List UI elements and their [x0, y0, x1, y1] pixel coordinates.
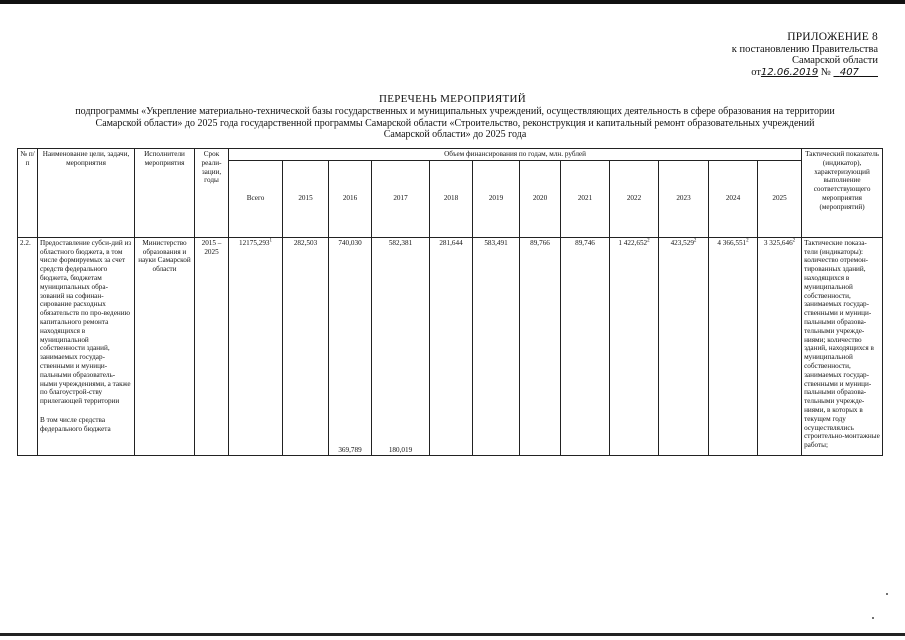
- header-year-total: Всего: [229, 160, 283, 237]
- header-year-2024: 2024: [709, 160, 758, 237]
- footnote-mark: 2: [792, 238, 796, 244]
- scan-border-bottom: [0, 633, 905, 636]
- document-title: ПЕРЕЧЕНЬ МЕРОПРИЯТИЙ: [378, 93, 527, 105]
- scan-speck: [872, 617, 874, 619]
- value-2016: [329, 237, 372, 456]
- header-year-2019: 2019: [473, 160, 520, 237]
- row-indicator: Тактические показа-тели (индикаторы): количество отремон-тированных зданий, находящихся в муниципальной собственности, занимаемых государ-ственными и муници-пальными образова-тельными учрежде-ниями; количество зданий, находящихся в муниципальной собственности, занимаемых государ-ственными и муници-пальными образова-тельными учрежде-ниями, в которых в текущем году осуществлялись строительно-монтажные работы;: [802, 237, 883, 456]
- header-year-2020: 2020: [520, 160, 561, 237]
- subtitle-line-3: Самарской области» до 2025 года: [383, 129, 527, 140]
- appendix-header: [732, 32, 878, 78]
- row-name-text: Предоставление субси-дий из областного бюджета, в том числе формируемых за счет средств федерального бюджета, бюджетам муниципальных обра-зований на софинан-сирование расходных обязательств по про-ведению капитального ремонта находящихся в муниципальной собственности зданий, занимаемых государ-ственными и муници-пальными образователь-ными учреждениями, а также по благоустрой-ству прилегающей территории: [40, 238, 132, 406]
- appendix-date-line: [732, 67, 878, 79]
- scan-speck: [886, 593, 888, 595]
- footnote-mark: 1: [269, 238, 273, 244]
- header-name: Наименование цели, задачи, мероприятия: [38, 149, 135, 238]
- header-year-2025: 2025: [758, 160, 802, 237]
- row-num: 2.2.: [18, 237, 38, 456]
- federal-label: В том числе средства федерального бюджета: [40, 415, 111, 433]
- value-2024: 4 366,551$^2$: [709, 237, 758, 456]
- value-2018: 281,644: [430, 237, 473, 456]
- value-2015: 282,503: [283, 237, 329, 456]
- document-number: 407: [839, 66, 859, 78]
- appendix-title: ПРИЛОЖЕНИЕ 8: [787, 31, 878, 43]
- header-year-2017: 2017: [372, 160, 430, 237]
- header-num: № п/п: [18, 149, 38, 238]
- header-year-2022: 2022: [610, 160, 659, 237]
- value-total: 12175,293$^1$: [229, 237, 283, 456]
- activities-table: [17, 148, 883, 456]
- handwritten-date: 12.06.2019: [760, 66, 819, 78]
- header-year-2016: 2016: [329, 160, 372, 237]
- row-executor: Министерство образования и науки Самарской области: [135, 237, 195, 456]
- value-2019: 583,491: [473, 237, 520, 456]
- handwritten-number: [833, 67, 878, 78]
- footnote-mark: 2: [746, 238, 749, 244]
- value-2025: 3 325,646$^2$: [758, 237, 802, 456]
- number-prefix: №: [820, 66, 831, 78]
- row-period: 2015 – 2025: [195, 237, 229, 456]
- header-year-2023: 2023: [659, 160, 709, 237]
- value-2016-total: 740,030: [338, 238, 362, 247]
- federal-2017: 180,019: [388, 445, 413, 454]
- row-name: [38, 237, 135, 456]
- header-funding: Объем финансирования по годам, млн. рублей: [229, 149, 802, 161]
- value-2022: 1 422,652$^2$: [610, 237, 659, 456]
- subtitle-line-1: подпрограммы «Укрепление материально-технической базы государственных и муниципальных учреждений, осуществляющих деятельность в сфере образования на территории: [75, 106, 835, 117]
- header-executor: Исполнители мероприятия: [135, 149, 195, 238]
- value-2017-total: 582,381: [388, 238, 413, 247]
- table-row: [18, 237, 883, 456]
- value-2021: 89,746: [561, 237, 610, 456]
- subtitle-line-2: Самарской области» до 2025 года государственной программы Самарской области «Строительство, реконструкция и капитальный ремонт образовательных учреждений: [95, 117, 815, 129]
- scan-border-top: [0, 0, 905, 4]
- header-year-2018: 2018: [430, 160, 473, 237]
- value-2017: [372, 237, 430, 456]
- value-2020: 89,766: [520, 237, 561, 456]
- footnote-mark: 2: [693, 238, 697, 244]
- footnote-mark: 2: [647, 238, 650, 244]
- value-2023: 423,529$^2$: [659, 237, 709, 456]
- header-period: Срок реали-зации, годы: [195, 149, 229, 238]
- document-subtitle: [40, 106, 870, 141]
- header-year-2015: 2015: [283, 160, 329, 237]
- appendix-line-2: к постановлению Правительства: [731, 43, 878, 55]
- date-prefix: от: [751, 66, 761, 78]
- federal-2016: 369,789: [338, 445, 362, 454]
- header-year-2021: 2021: [561, 160, 610, 237]
- header-indicator: Тактический показатель (индикатор), характеризующий выполнение соответствующего мероприятия (мероприятий): [802, 149, 883, 238]
- appendix-line-3: Самарской области: [792, 55, 878, 66]
